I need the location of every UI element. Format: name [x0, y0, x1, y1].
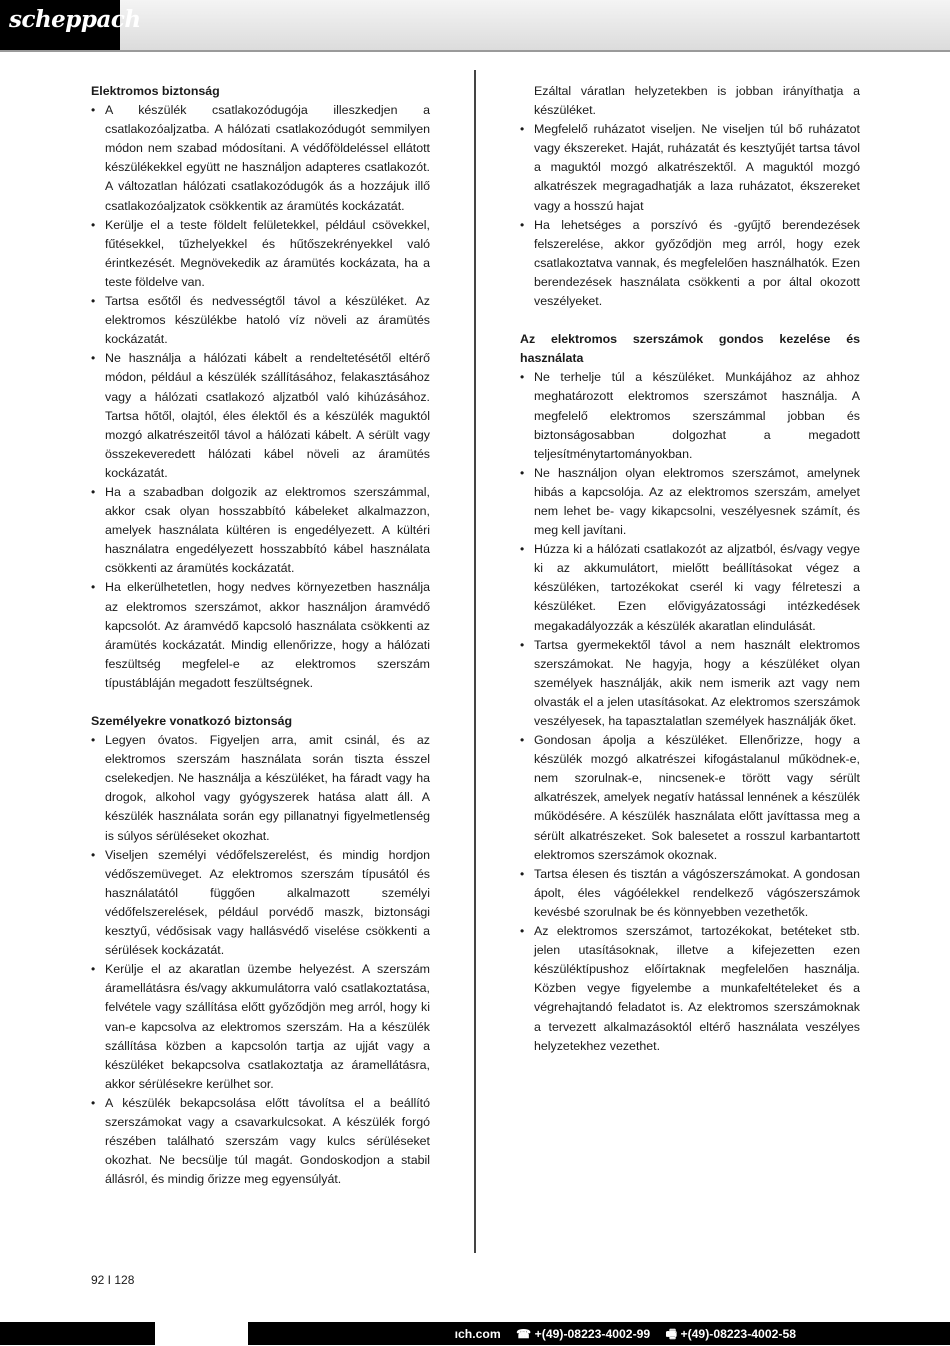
footer-white-block: [155, 1322, 248, 1345]
list-item: • Kerülje el a teste földelt felületekkel, például csövekkel, fűtésekkel, tűzhelyekkel és hűtőszekrényekkel való érintkezését. Megnövekedik az áramütés kockázata, ha a teste földelve van.: [91, 216, 430, 292]
column-divider: [474, 70, 476, 1253]
list-item: • Viseljen személyi védőfelszerelést, és mindig hordjon védőszemüveget. Az elektromos szerszám típusától és használatától függően alkalmazott személyi védőfelszerelések, például porvédő maszk, biztonsági kesztyű, védősisak vagy hallásvédő viselése csökkenti a sérülések kockázatát.: [91, 846, 430, 961]
personal-safety-list: [91, 731, 430, 1189]
footer-phone: ☎ +(49)-08223-4002-99: [516, 1327, 651, 1341]
tool-care-list: [520, 368, 860, 1055]
list-item: • Ha a szabadban dolgozik az elektromos szerszámmal, akkor csak olyan hosszabbító kábeleket alkalmazzon, amelyek használata kültéren is engedélyezett. A kültéri használatra engedélyezett hosszabbító kábel használata csökkenti az áramütés kockázatát.: [91, 483, 430, 578]
logo-text: scheppach: [9, 6, 141, 33]
list-item: • Gondosan ápolja a készüléket. Ellenőrizze, hogy a készülék mozgó alkatrészei kifogástalanul működnek-e, nem szorulnak-e, nincsenek-e törött vagy sérült alkatrészek, amelyek negatív hatással lennének a készülék működésére. A készülék használata előtt javíttassa meg a sérült alkatrészeket. Sok balesetet a rosszul karbantartott elektromos szerszámok okoznak.: [520, 731, 860, 865]
list-item: • Tartsa esőtől és nedvességtől távol a készüléket. Az elektromos készülékbe hatoló víz növeli az áramütés kockázatát.: [91, 292, 430, 349]
right-column: [520, 82, 860, 1056]
footer-fax: 🖷 +(49)-08223-4002-58: [665, 1327, 796, 1341]
list-item: • Ne használjon olyan elektromos szerszámot, amelynek hibás a kapcsolója. Az az elektromos szerszám, amelyet nem lehet be- vagy kikapcsolni, veszélyesnek számít, és meg kell javítani.: [520, 464, 860, 540]
list-item: • Tartsa élesen és tisztán a vágószerszámokat. A gondosan ápolt, éles vágóélekkel rendelkező vágószerszámok kevésbé szorulnak be és könnyebben vezethetők.: [520, 865, 860, 922]
list-item: • Ha elkerülhetetlen, hogy nedves környezetben használja az elektromos szerszámot, akkor használjon áramvédő kapcsolót. Az áramvédő kapcsoló használata csökkenti az áramütés kockázatát. Mindig ellenőrizze, hogy a hálózati feszültség megfelel-e az elektromos szerszám típustábláján megadott feszültségnek.: [91, 578, 430, 693]
section-title-tool-care: Az elektromos szerszámok gondos kezelése és használata: [520, 332, 860, 366]
section-title-personal-safety: Személyekre vonatkozó biztonság: [91, 714, 293, 728]
list-item: • Ne terhelje túl a készüléket. Munkájához az ahhoz meghatározott elektromos szerszámot használja. A megfelelő elektromos szerszámmal jobban és biztonságosabban dolgozhat a megadott teljesítménytartományokban.: [520, 368, 860, 463]
header-bar: [0, 0, 950, 52]
personal-safety-continued-list: [520, 120, 860, 311]
list-item: • Kerülje el az akaratlan üzembe helyezést. A szerszám áramellátásra és/vagy akkumulátorra való csatlakoztatása, felvétele vagy szállítása előtt győződjön meg arról, hogy ki van-e kapcsolva az elektromos szerszám. Ha a készülék szállítása közben a kapcsolón tartja az ujját vagy a készüléket bekapcsolva csatlakoztatja az áramellátásra, akkor sérülésekre kerülhet sor.: [91, 960, 430, 1094]
list-item: • Megfelelő ruházatot viseljen. Ne viseljen túl bő ruházatot vagy ékszereket. Haját, ruházatát és kesztyűjét tartsa távol a maguktól mozgó alkatrészektől. A maguktól mozgó alkatrészek megragadhatják a laza ruházatot, ékszereket vagy a hosszú hajat: [520, 120, 860, 215]
list-item: • Ha lehetséges a porszívó és -gyűjtő berendezések felszerelése, akkor győződjön meg arról, hogy ezek csatlakoztatva vannak, és megfelelően használhatók. Ezen berendezések használata csökkenti a por által okozott veszélyeket.: [520, 216, 860, 311]
continuation-paragraph: Ezáltal váratlan helyzetekben is jobban irányíthatja a készüléket.: [534, 84, 860, 118]
footer-website[interactable]: ıch.com: [454, 1327, 501, 1341]
footer-contact: [455, 1325, 796, 1346]
list-item: • Az elektromos szerszámot, tartozékokat, betéteket stb. jelen utasításoknak, illetve a kifejezetten ezen készüléktípushoz előírtaknak megfelelően használja. Közben vegye figyelembe a munkafeltételeket és a végrehajtandó feladatot is. Az elektromos szerszámoknak a tervezett alkalmazásoktól eltérő használata veszélyes helyzetekhez vezethet.: [520, 922, 860, 1056]
list-item: • Tartsa gyermekektől távol a nem használt elektromos szerszámokat. Ne hagyja, hogy a készüléket olyan személyek használják, akik nem ismerik azt vagy nem olvasták el a jelen utasításokat. Az elektromos szerszámok veszélyesek, ha tapasztalatlan személyek használják őket.: [520, 636, 860, 731]
electrical-safety-list: [91, 101, 430, 693]
section-title-electrical-safety: Elektromos biztonság: [91, 84, 220, 98]
list-item: • Húzza ki a hálózati csatlakozót az aljzatból, és/vagy vegye ki az akkumulátort, mielőtt beállításokat végez a készüléken, tartozékokat cserél ki vagy félreteszi a készüléket. Ezen elővigyázatossági intézkedések megakadályozzák a készülék akaratlan elindulását.: [520, 540, 860, 635]
list-item: • Legyen óvatos. Figyeljen arra, amit csinál, és az elektromos szerszám használata során tiszta ésszel cselekedjen. Ne használja a készüléket, ha fáradt vagy ha drogok, alkohol vagy gyógyszerek hatása alatt áll. A készülék használata során egy pillanatnyi figyelmetlenség is súlyos sérüléseket okozhat.: [91, 731, 430, 846]
list-item: • A készülék bekapcsolása előtt távolítsa el a beállító szerszámokat vagy a csavarkulcsokat. A készülék forgó részében található szerszám vagy kulcs sérüléseket okozhat. Ne becsülje túl magát. Gondoskodjon a stabil állásról, és mindig őrizze meg egyensúlyát.: [91, 1094, 430, 1189]
list-item: • A készülék csatlakozódugója illeszkedjen a csatlakozóaljzatba. A hálózati csatlakozódugót semmilyen módon nem szabad módosítani. A védőföldeléssel ellátott készülékekkel együtt ne használjon adapteres csatlakozót. A változatlan hálózati csatlakozódugók ás a hozzájuk illő csatlakozóaljzatok csökkentik az áramütés kockázatát.: [91, 101, 430, 216]
left-column: [91, 82, 430, 1189]
page-number: 92 I 128: [91, 1273, 135, 1287]
brand-logo: [0, 0, 141, 50]
list-item: • Ne használja a hálózati kábelt a rendeltetésétől eltérő módon, például a készülék szállításához, felakasztásához vagy a hálózati csatlakozó aljzatból való kihúzásához. Tartsa hőtől, olajtól, éles élektől és a készülék maguktól mozgó alkatrészeitől távol a hálózati kábelt. A sérült vagy összekeveredett hálózati kábel növeli az áramütés kockázatát.: [91, 349, 430, 483]
